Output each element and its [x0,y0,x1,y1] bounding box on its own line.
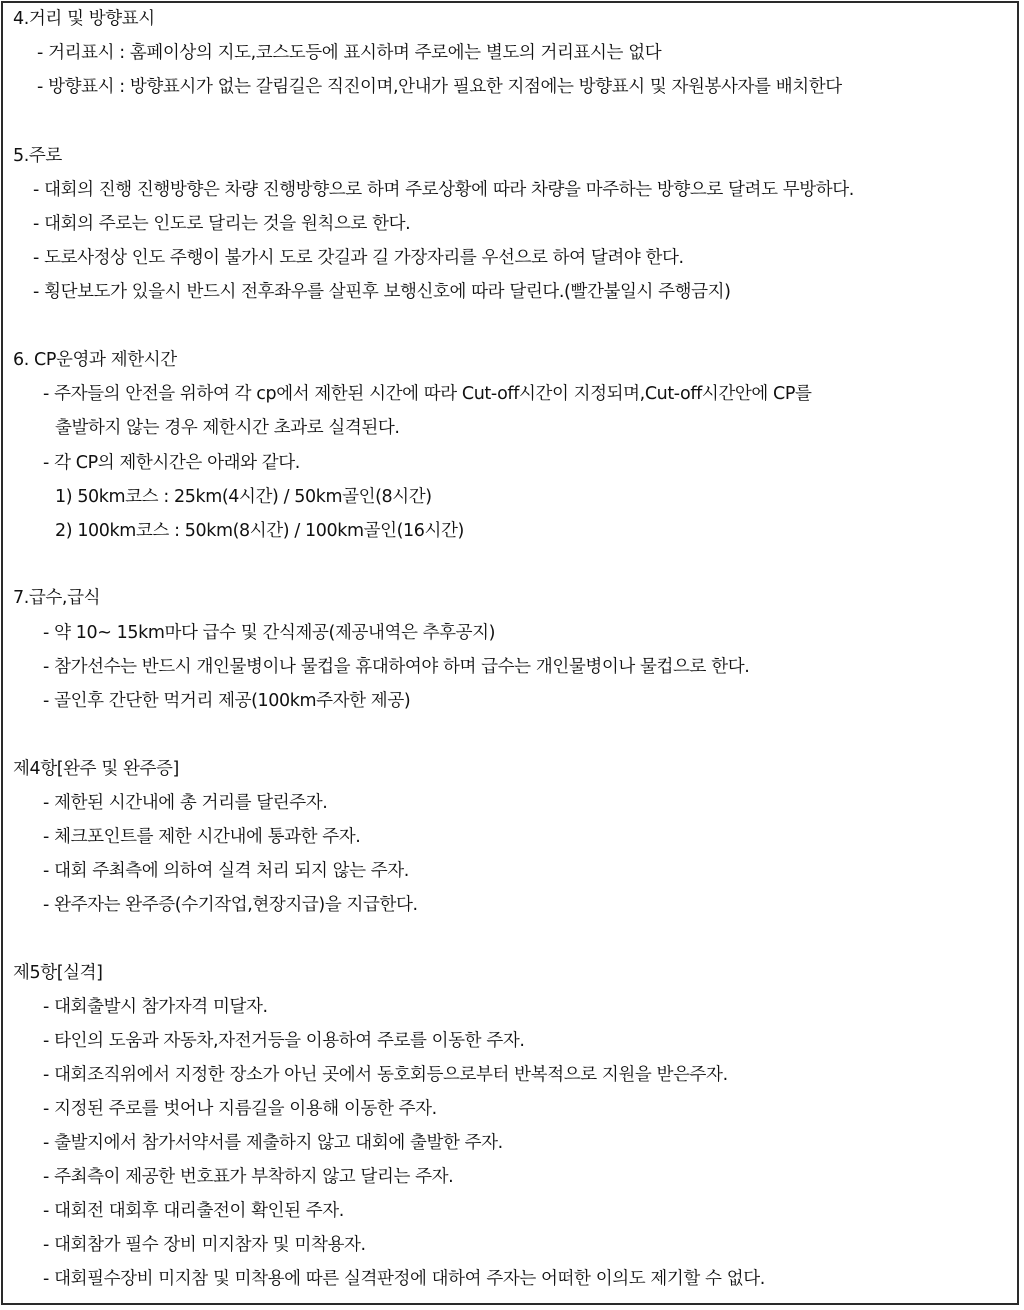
list-item: - 대회조직위에서 지정한 장소가 아닌 곳에서 동호회등으로부터 반복적으로 지원을 받은주자. [43,1065,728,1085]
list-item: - 출발지에서 참가서약서를 제출하지 않고 대회에 출발한 주자. [43,1133,503,1153]
list-item: - 골인후 간단한 먹거리 제공(100km주자한 제공) [43,691,411,711]
list-item: - 주자들의 안전을 위하여 각 cp에서 제한된 시간에 따라 Cut-off시간이 지정되며,Cut-off시간안에 CP를 [43,384,812,404]
section-heading-water-food: 7.급수,급식 [13,588,101,608]
list-item: - 대회전 대회후 대리출전이 확인된 주자. [43,1201,344,1221]
list-item: - 각 CP의 제한시간은 아래와 같다. [43,453,300,473]
list-item-sub: 1) 50km코스 : 25km(4시간) / 50km골인(8시간) [55,487,432,507]
list-item: - 약 10~ 15km마다 급수 및 간식제공(제공내역은 추후공지) [43,623,496,643]
list-item: - 제한된 시간내에 총 거리를 달린주자. [43,793,328,813]
list-item: - 거리표시 : 홈페이상의 지도,코스도등에 표시하며 주로에는 별도의 거리표시는 없다 [37,43,662,63]
list-item: - 참가선수는 반드시 개인물병이나 물컵을 휴대하여야 하며 급수는 개인물병이나 물컵으로 한다. [43,657,750,677]
list-item: - 횡단보도가 있을시 반드시 전후좌우를 살핀후 보행신호에 따라 달린다.(빨간불일시 주행금지) [33,282,731,302]
list-item: - 대회출발시 참가자격 미달자. [43,997,268,1017]
document-frame [1,1,1019,1305]
list-item: - 대회의 진행 진행방향은 차량 진행방향으로 하며 주로상황에 따라 차량을 마주하는 방향으로 달려도 무방하다. [33,180,854,200]
list-item: - 체크포인트를 제한 시간내에 통과한 주자. [43,827,361,847]
list-item: - 대회참가 필수 장비 미지참자 및 미착용자. [43,1235,366,1255]
section-heading-course: 5.주로 [13,146,62,166]
list-item-sub: 2) 100km코스 : 50km(8시간) / 100km골인(16시간) [55,521,464,541]
list-item: - 완주자는 완주증(수기작업,현장지급)을 지급한다. [43,895,418,915]
list-item: - 대회의 주로는 인도로 달리는 것을 원칙으로 한다. [33,214,411,234]
section-heading-distance-direction: 4.거리 및 방향표시 [13,9,155,29]
section-heading-disqualification: 제5항[실격] [13,963,103,983]
section-heading-cp-cutoff: 6. CP운영과 제한시간 [13,350,177,370]
list-item: - 대회 주최측에 의하여 실격 처리 되지 않는 주자. [43,861,409,881]
section-heading-completion: 제4항[완주 및 완주증] [13,759,179,779]
list-item: - 대회필수장비 미지참 및 미착용에 따른 실격판정에 대하여 주자는 어떠한 이의도 제기할 수 없다. [43,1269,765,1289]
list-item: - 방향표시 : 방향표시가 없는 갈림길은 직진이며,안내가 필요한 지점에는 방향표시 및 자원봉사자를 배치한다 [37,77,842,97]
list-item-continuation: 출발하지 않는 경우 제한시간 초과로 실격된다. [55,418,400,438]
list-item: - 주최측이 제공한 번호표가 부착하지 않고 달리는 주자. [43,1167,454,1187]
list-item: - 타인의 도움과 자동차,자전거등을 이용하여 주로를 이동한 주자. [43,1031,525,1051]
list-item: - 도로사정상 인도 주행이 불가시 도로 갓길과 길 가장자리를 우선으로 하여 달려야 한다. [33,248,684,268]
list-item: - 지정된 주로를 벗어나 지름길을 이용해 이동한 주자. [43,1099,437,1119]
